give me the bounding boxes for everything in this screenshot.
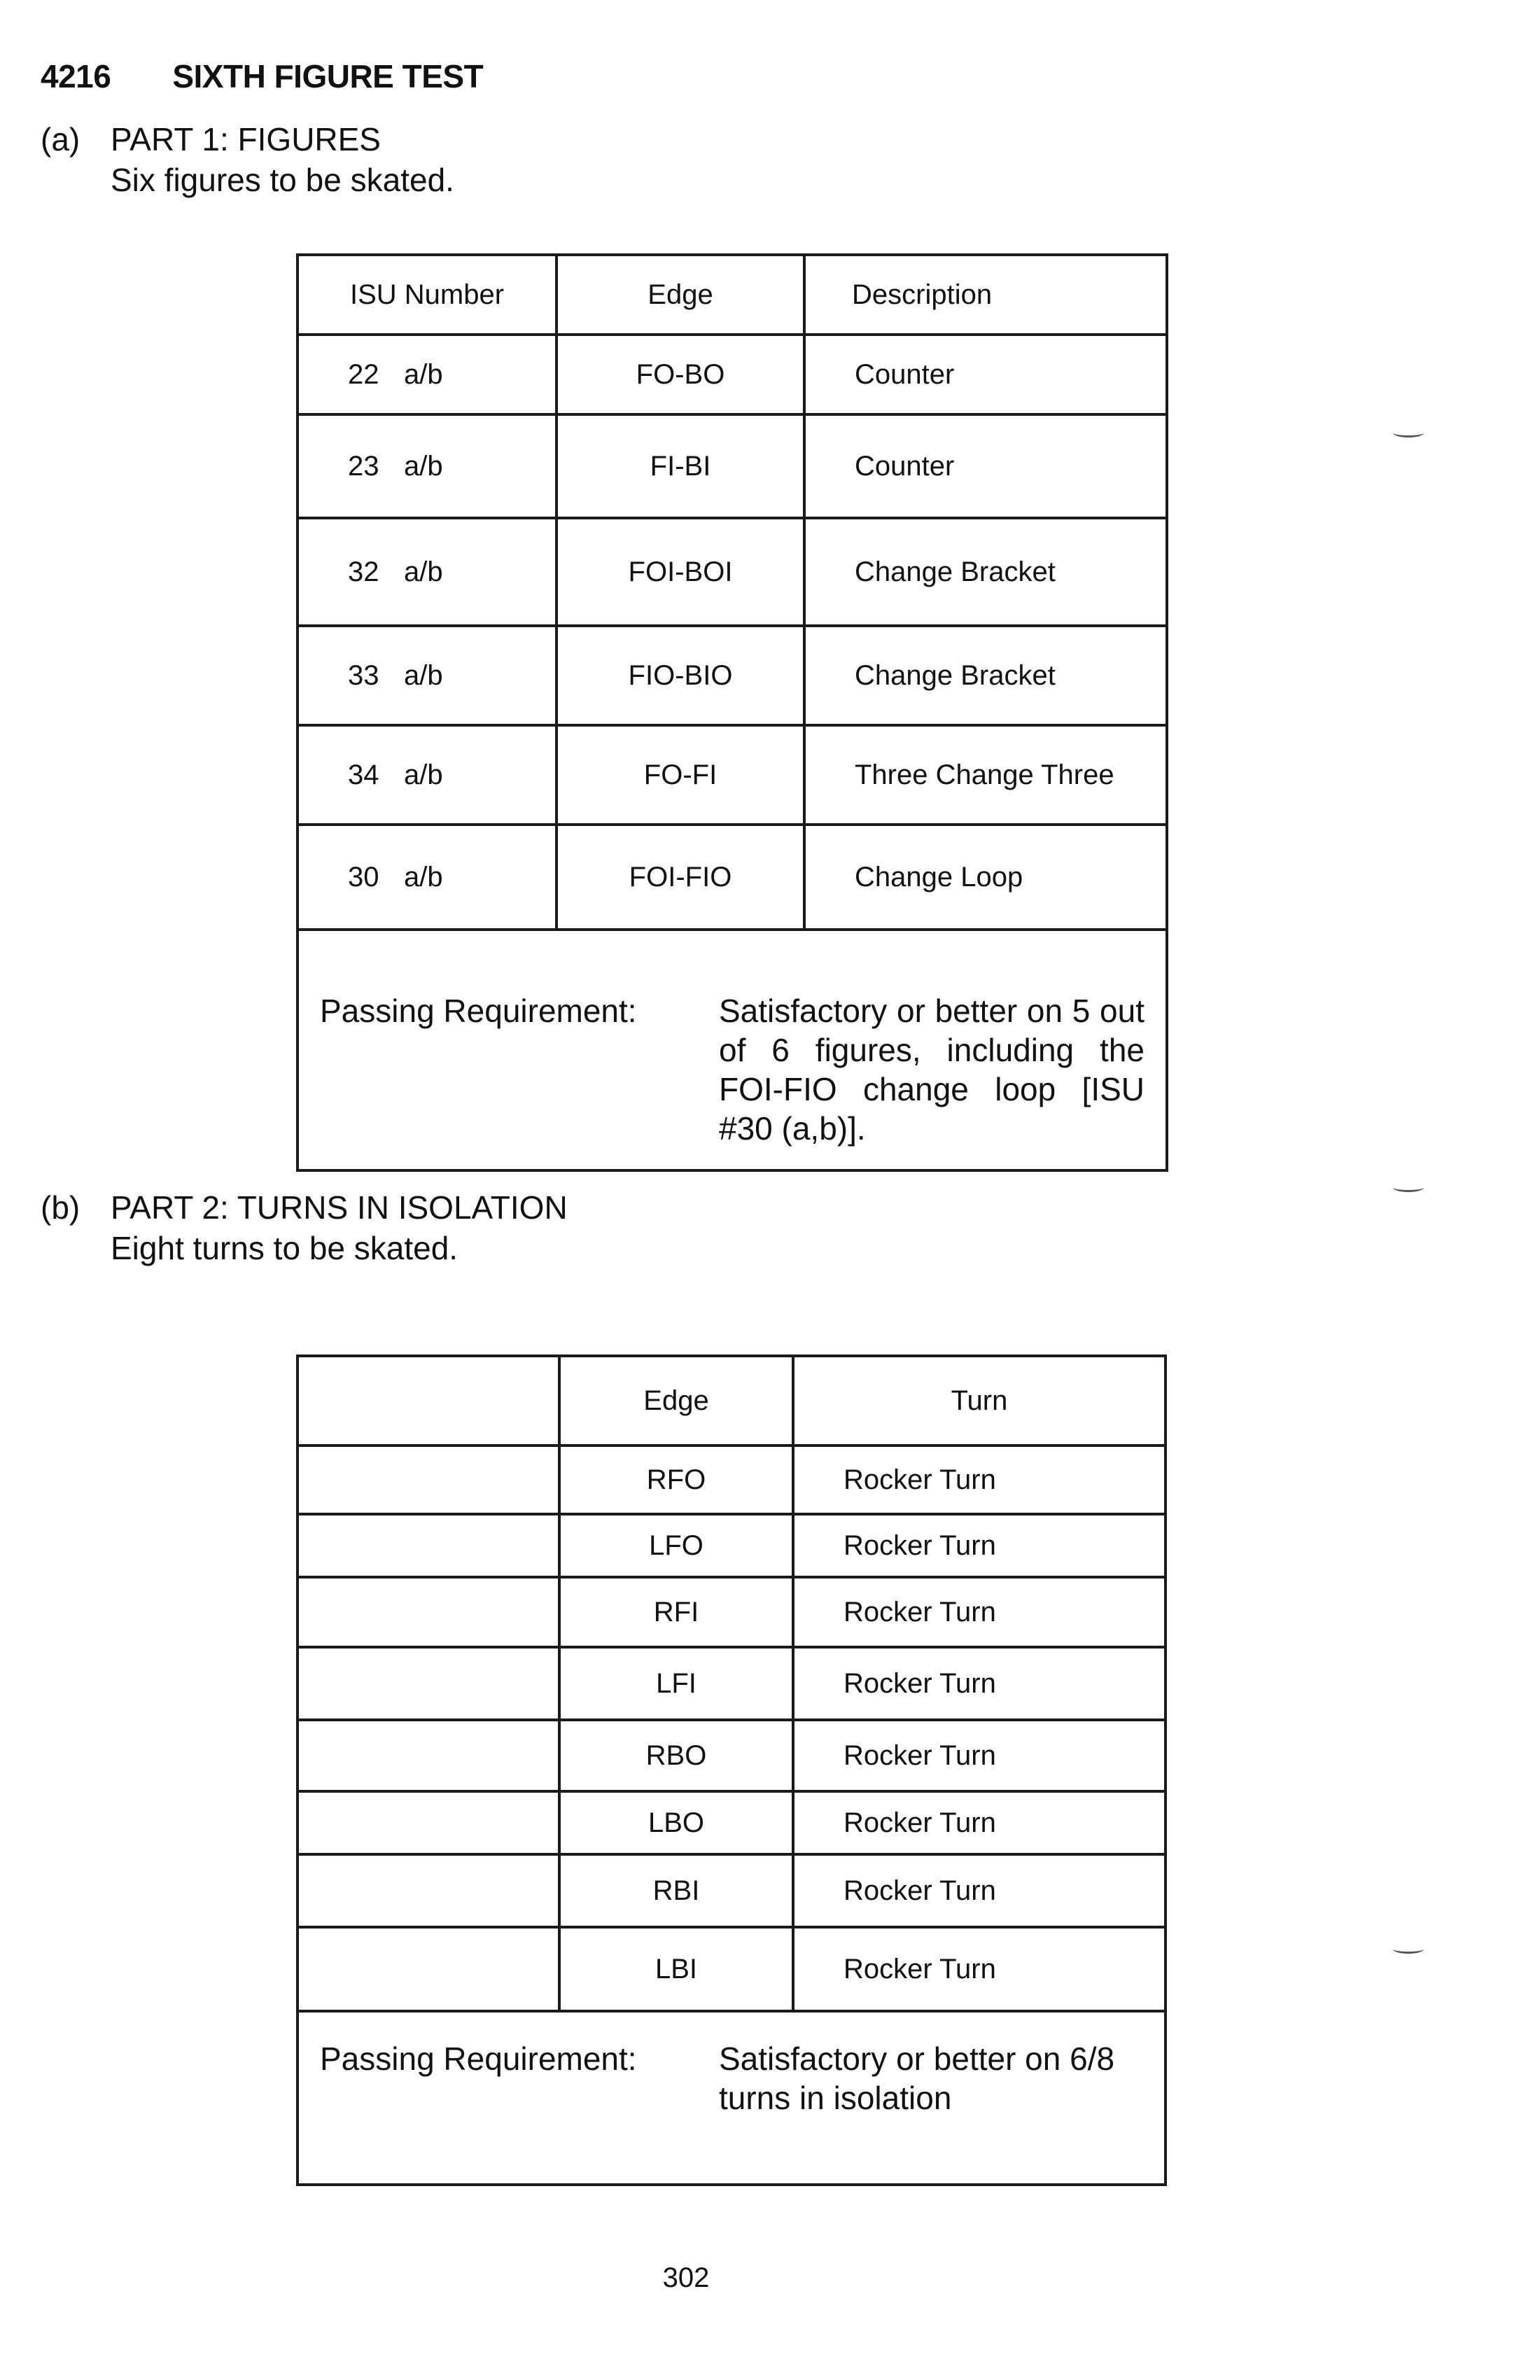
description-cell: Counter <box>804 414 1167 518</box>
table-row <box>298 626 1167 725</box>
requirement-label: Passing Requirement: <box>320 2040 637 2077</box>
part1-label: (a) <box>41 121 80 158</box>
edge-cell: FOI-FIO <box>556 825 804 930</box>
table-row <box>298 518 1167 626</box>
table-row <box>298 1854 1166 1927</box>
requirement-text: Satisfactory or better on 6/8 turns in isolation <box>719 2040 1115 2116</box>
isu-number-cell: 23 a/b <box>298 414 556 518</box>
isu-number-cell: 30 a/b <box>298 825 556 930</box>
part1-subtitle: Six figures to be skated. <box>111 162 454 198</box>
table-row <box>298 825 1167 930</box>
blank-cell <box>298 1854 559 1927</box>
turn-cell: Rocker Turn <box>793 1927 1166 2011</box>
blank-cell <box>298 1577 559 1647</box>
turn-cell: Rocker Turn <box>793 1791 1166 1854</box>
edge-cell: RBO <box>559 1720 793 1791</box>
part2-header <box>41 1187 568 1268</box>
blank-cell <box>298 1791 559 1854</box>
edge-cell: FIO-BIO <box>556 626 804 725</box>
col-header-edge: Edge <box>556 255 804 335</box>
blank-cell <box>298 1514 559 1577</box>
isu-number-cell: 32 a/b <box>298 518 556 626</box>
col-header-isu-number: ISU Number <box>298 255 556 335</box>
edge-cell: LFI <box>559 1647 793 1720</box>
table-header-row <box>298 1356 1166 1446</box>
edge-cell: LBI <box>559 1927 793 2011</box>
edge-cell: LBO <box>559 1791 793 1854</box>
section-title: SIXTH FIGURE TEST <box>172 58 484 94</box>
table-row <box>298 414 1167 518</box>
turn-cell: Rocker Turn <box>793 1647 1166 1720</box>
table-row <box>298 1647 1166 1720</box>
edge-cell: FI-BI <box>556 414 804 518</box>
blank-cell <box>298 1927 559 2011</box>
table-row <box>298 1791 1166 1854</box>
description-cell: Change Bracket <box>804 518 1167 626</box>
edge-cell: FO-BO <box>556 335 804 414</box>
table-row <box>298 1514 1166 1577</box>
turn-cell: Rocker Turn <box>793 1446 1166 1514</box>
requirement-text: Satisfactory or better on 5 out of 6 figures, including the FOI-FIO change loop [ISU #30 (a,b)]. <box>719 993 1144 1147</box>
requirement-cell <box>298 2011 1166 2185</box>
part2-label: (b) <box>41 1189 80 1226</box>
page-heading <box>41 57 483 95</box>
table-row <box>298 1446 1166 1514</box>
col-header-edge: Edge <box>559 1356 793 1446</box>
turn-cell: Rocker Turn <box>793 1577 1166 1647</box>
edge-cell: FO-FI <box>556 725 804 825</box>
col-header-description: Description <box>804 255 1167 335</box>
section-code: 4216 <box>41 58 111 94</box>
edge-cell: LFO <box>559 1514 793 1577</box>
table-row <box>298 1577 1166 1647</box>
page-number: 302 <box>662 2262 710 2293</box>
requirement-cell <box>298 930 1167 1170</box>
description-cell: Counter <box>804 335 1167 414</box>
description-cell: Three Change Three <box>804 725 1167 825</box>
description-cell: Change Loop <box>804 825 1167 930</box>
part1-header <box>41 119 454 200</box>
col-header-blank <box>298 1356 559 1446</box>
table-row <box>298 1927 1166 2011</box>
margin-mark <box>1393 1945 1424 1954</box>
turns-table <box>296 1354 1167 2186</box>
col-header-turn: Turn <box>793 1356 1166 1446</box>
table-row <box>298 335 1167 414</box>
isu-number-cell: 33 a/b <box>298 626 556 725</box>
part2-subtitle: Eight turns to be skated. <box>111 1230 458 1266</box>
blank-cell <box>298 1446 559 1514</box>
isu-number-cell: 22 a/b <box>298 335 556 414</box>
turn-cell: Rocker Turn <box>793 1514 1166 1577</box>
margin-mark <box>1393 428 1424 438</box>
figures-table <box>296 253 1168 1172</box>
requirement-row <box>298 2011 1166 2185</box>
isu-number-cell: 34 a/b <box>298 725 556 825</box>
description-cell: Change Bracket <box>804 626 1167 725</box>
margin-mark <box>1393 1183 1424 1192</box>
edge-cell: FOI-BOI <box>556 518 804 626</box>
part2-title: PART 2: TURNS IN ISOLATION <box>111 1189 568 1226</box>
requirement-row <box>298 930 1167 1170</box>
edge-cell: RBI <box>559 1854 793 1927</box>
turn-cell: Rocker Turn <box>793 1720 1166 1791</box>
table-header-row <box>298 255 1167 335</box>
requirement-label: Passing Requirement: <box>320 993 637 1029</box>
edge-cell: RFI <box>559 1577 793 1647</box>
blank-cell <box>298 1647 559 1720</box>
table-row <box>298 1720 1166 1791</box>
table-row <box>298 725 1167 825</box>
edge-cell: RFO <box>559 1446 793 1514</box>
blank-cell <box>298 1720 559 1791</box>
part1-title: PART 1: FIGURES <box>111 121 381 158</box>
turn-cell: Rocker Turn <box>793 1854 1166 1927</box>
